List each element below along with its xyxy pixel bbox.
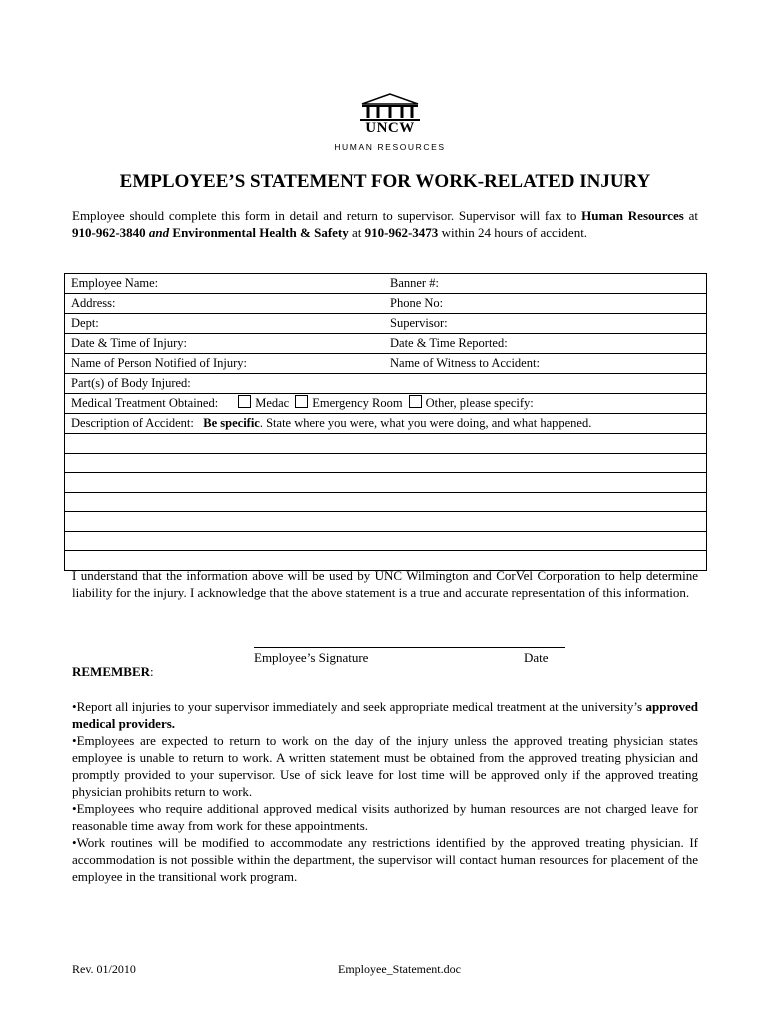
- description-line-2[interactable]: [65, 454, 706, 474]
- hr-fax: 910-962-3840: [72, 225, 146, 240]
- be-specific-label: Be specific: [203, 416, 260, 430]
- form-row-body: [65, 374, 706, 394]
- injury-datetime-field[interactable]: Date & Time of Injury:: [71, 336, 187, 350]
- hr-name: Human Resources: [581, 208, 684, 223]
- phone-field[interactable]: Phone No:: [390, 296, 444, 310]
- other-label: Other, please specify:: [425, 396, 534, 410]
- emergency-room-label: Emergency Room: [312, 396, 403, 410]
- form-title: EMPLOYEE’S STATEMENT FOR WORK-RELATED INJURY: [119, 171, 651, 192]
- reported-datetime-field[interactable]: Date & Time Reported:: [390, 336, 508, 350]
- description-label: Description of Accident:: [71, 416, 194, 430]
- list-item: •Employees are expected to return to work on the day of the injury unless the approved treating physician states employee is unable to return to work. A written statement must be obtained from the approved treating physician and promptly provided to your supervisor. Use of sick leave for lost time will be approved only if the approved treating physician prohibits return to work.: [72, 733, 698, 799]
- banner-field[interactable]: Banner #:: [390, 276, 439, 290]
- medical-treatment-group: [71, 394, 534, 413]
- dept-field[interactable]: Dept:: [71, 316, 99, 330]
- remember-list: [72, 698, 698, 885]
- signature-line[interactable]: [254, 647, 565, 648]
- ehs-fax: 910-962-3473: [364, 225, 439, 240]
- remember-heading: REMEMBER:: [72, 664, 154, 679]
- medac-label: Medac: [255, 396, 290, 410]
- intro-paragraph: Employee should complete this form in detail and return to supervisor. Supervisor will fax to Human Resources at 910-962-3840 and Environmental Health & Safety at 910-962-3473 within 24 hours of accident.: [72, 208, 699, 240]
- body-parts-field[interactable]: Part(s) of Body Injured:: [71, 376, 191, 390]
- form-row-treatment: [65, 394, 706, 414]
- uncw-logo: [334, 92, 446, 152]
- date-label: Date: [524, 650, 549, 665]
- building-icon: [358, 92, 422, 122]
- description-line-5[interactable]: [65, 512, 706, 532]
- description-line-1[interactable]: [65, 434, 706, 454]
- description-line-3[interactable]: [65, 473, 706, 493]
- description-line-6[interactable]: [65, 532, 706, 552]
- filename-label: Employee_Statement.doc: [338, 962, 461, 976]
- employee-name-field[interactable]: Employee Name:: [71, 276, 159, 290]
- form-row-dates: [65, 334, 706, 354]
- person-notified-field[interactable]: Name of Person Notified of Injury:: [71, 356, 248, 370]
- supervisor-field[interactable]: Supervisor:: [390, 316, 448, 330]
- form-row-address: [65, 294, 706, 314]
- acknowledgement-paragraph: I understand that the information above will be used by UNC Wilmington and CorVel Corporation to help determine liability for the injury. I acknowledge that the above statement is a true and accurate representation of this information.: [72, 568, 698, 600]
- form-row-persons: [65, 354, 706, 374]
- medac-checkbox[interactable]: [238, 395, 251, 408]
- description-line-4[interactable]: [65, 493, 706, 513]
- list-item: •Employees who require additional approved medical visits authorized by human resources are not charged leave for reasonable time away from work for these appointments.: [72, 801, 698, 833]
- revision-label: Rev. 01/2010: [72, 962, 136, 976]
- form-row-name: [65, 274, 706, 294]
- signature-label: Employee’s Signature: [254, 650, 369, 665]
- logo-department: HUMAN RESOURCES: [334, 142, 446, 152]
- injury-form-table: [64, 273, 707, 571]
- description-label-group: [71, 414, 591, 433]
- list-item: •Report all injuries to your supervisor immediately and seek appropriate medical treatment at the university’s approved medical providers.: [72, 699, 698, 731]
- form-row-description: [65, 414, 706, 434]
- logo-name: UNCW: [365, 120, 415, 136]
- address-field[interactable]: Address:: [71, 296, 116, 310]
- witness-field[interactable]: Name of Witness to Accident:: [390, 356, 540, 370]
- medical-treatment-label: Medical Treatment Obtained:: [71, 396, 219, 410]
- description-hint: . State where you were, what you were doing, and what happened.: [259, 416, 592, 430]
- ehs-name: Environmental Health & Safety: [172, 225, 349, 240]
- emergency-room-checkbox[interactable]: [295, 395, 308, 408]
- other-checkbox[interactable]: [409, 395, 422, 408]
- form-row-dept: [65, 314, 706, 334]
- list-item: •Work routines will be modified to accommodate any restrictions identified by the approved treating physician. If accommodation is not possible within the department, the supervisor will contact human resources for placement of the employee in the transitional work program.: [72, 835, 698, 884]
